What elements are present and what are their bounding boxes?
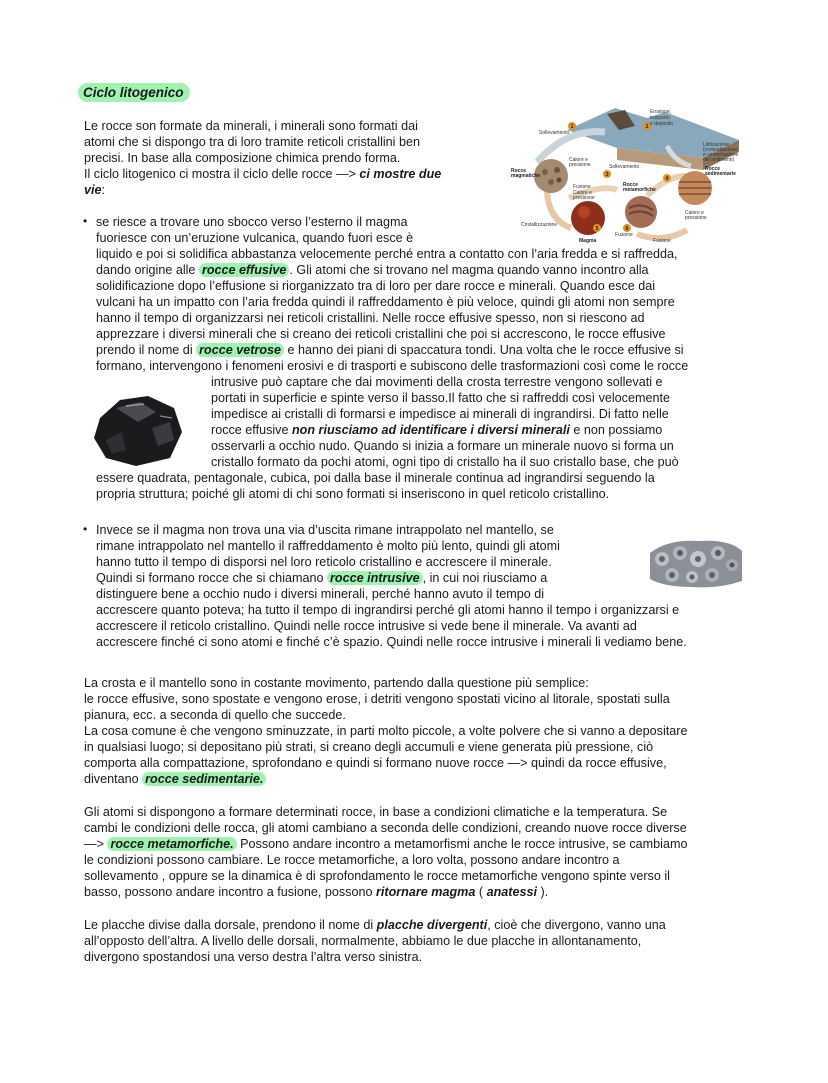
label-erosione: Erosione, xyxy=(650,109,672,115)
highlight-rocce-sedimentarie: rocce sedimentarie. xyxy=(142,772,266,786)
label-magmatiche: magmatiche xyxy=(511,173,541,179)
intro-line-1: Le rocce son formate da minerali, i minerali sono formati dai xyxy=(84,119,418,133)
p5-text: , cioè che divergono, vanno una xyxy=(487,918,666,932)
b1-line-5: solidificazione dopo l’effusione si riorganizzato tra di loro per dare rocce e minerali. Quando esce dai xyxy=(96,279,656,293)
label-litificazione: Litificazione xyxy=(703,142,730,148)
label-cristallizzazione: Cristallizzazione xyxy=(521,222,558,228)
p4-line-2: cambi le condizioni delle rocca, gli atomi cambiano a seconda delle condizioni, creando nuove rocce diverse xyxy=(84,821,687,835)
b2-line-6: accrescere quanto poteva; ha tutto il tempo di ingrandirsi perché gli atomi hanno il tempo i organizzarsi e xyxy=(96,603,680,617)
p5-text: Le placche divise dalla dorsale, prendono il nome di xyxy=(84,918,377,932)
b1-line-12: portati in superficie e spinte verso il basso.Il fatto che si raffreddi così velocemente xyxy=(211,391,670,405)
p3-line-1: La crosta e il mantello sono in costante movimento, partendo dalla questione più semplice: xyxy=(84,676,589,690)
label-pressione-3: pressione xyxy=(685,215,707,221)
granite-rock-image xyxy=(648,537,744,589)
b2-text: , in cui noi riusciamo a xyxy=(422,571,548,585)
highlight-rocce-intrusive: rocce intrusive xyxy=(327,571,423,585)
b2-line-4 xyxy=(96,570,547,586)
label-sedimentarie: sedimentarie xyxy=(705,171,736,177)
b2-text: Quindi si formano rocce che si chiamano xyxy=(96,571,327,585)
obsidian-rock-image xyxy=(86,388,188,472)
b1-line-9 xyxy=(96,342,684,358)
p5-line-3: divergono spostandosi una verso destra l’altra verso sinistra. xyxy=(84,950,423,964)
p4-line-3 xyxy=(84,836,687,852)
bullet-1: • xyxy=(83,214,88,228)
label-cementazione: e cementazione xyxy=(703,152,739,158)
emphasis-anatessi: anatessi xyxy=(486,885,537,899)
label-magma: Magma xyxy=(579,238,597,244)
b1-text: prendo il nome di xyxy=(96,343,197,357)
label-fusione-3: Fusione xyxy=(653,238,671,244)
b1-line-3: liquido e poi si solidifica abbastanza velocemente perché entra a contatto con l’aria fredda e si raffredda, xyxy=(96,247,678,261)
marker-5: 5 xyxy=(595,226,599,232)
b1-text: dando origine alle xyxy=(96,263,199,277)
bullet-2: • xyxy=(83,522,88,536)
b1-line-16: cristallo formato da pochi atomi, ogni tipo di cristallo ha il suo cristallo base, che può xyxy=(211,455,679,469)
b1-line-11: intrusive può captare che dai movimenti della crosta terrestre vengono sollevati e xyxy=(211,375,663,389)
b2-line-3: hanno tutto il tempo di disporsi nel loro reticolo cristallino e accrescere il minerale. xyxy=(96,555,552,569)
intro-line-3: precisi. In base alla composizione chimica prendo forma. xyxy=(84,151,401,165)
b1-line-15: osservarli a occhio nudo. Quando si inizia a formare un minerale nuovo si forma un xyxy=(211,439,674,453)
b1-line-18: propria struttura; poiché gli atomi di chi sono formati si inseriscono in quel reticolo cristallino. xyxy=(96,487,610,501)
p4-text: ( xyxy=(475,885,487,899)
highlight-rocce-metamorfiche: rocce metamorfiche. xyxy=(107,837,236,851)
p4-text: ). xyxy=(536,885,549,899)
rock-cycle-diagram xyxy=(507,104,749,246)
label-trasporto: trasporto xyxy=(650,115,670,121)
b1-line-8: apprezzare i diversi minerali che si creano dei reticoli cristallini che poi si accrescono, le rocce effusive xyxy=(96,327,666,341)
label-rocce-metamorfiche: Rocce xyxy=(623,182,639,188)
p3-line-3: pianura, ecc. a seconda di quello che succede. xyxy=(84,708,346,722)
label-calore-3: Calore e xyxy=(685,210,704,216)
b1-text: e non possiamo xyxy=(569,423,663,437)
arrow-fusione-2 xyxy=(637,230,687,238)
label-fusione-2: Fusione xyxy=(615,232,633,238)
b1-text: rocce effusive xyxy=(211,423,292,437)
b1-line-4 xyxy=(96,262,649,278)
b1-line-14 xyxy=(211,422,662,438)
b1-line-17: essere quadrata, pentagonale, cubica, poi dalla base il minerale continua ad ingrandirsi seguendo la xyxy=(96,471,655,485)
label-metamorfiche: metamorfiche xyxy=(623,187,656,193)
label-sedimenti: dei sedimenti) xyxy=(703,157,735,163)
intro-line-4 xyxy=(84,166,441,182)
b1-line-6: vulcani ha un impatto con l’aria fredda quindi il raffreddamento è più veloce, quindi gli atomi non sempre xyxy=(96,295,675,309)
p4-line-1: Gli atomi si dispongono a formare determinati rocce, in base a condizioni climatiche e la temperatura. Se xyxy=(84,805,668,819)
p5-line-1 xyxy=(84,917,666,933)
label-pressione-2: pressione xyxy=(573,195,595,201)
intro-line-5 xyxy=(84,182,105,198)
p3-line-7 xyxy=(84,771,266,787)
marker-1: 1 xyxy=(570,124,574,130)
emphasis-placche-divergenti: placche divergenti xyxy=(376,918,488,932)
label-rocce-magmatiche: Rocce xyxy=(511,168,527,174)
p4-line-5: sollevamento , oppure se la dinamica è di sprofondamento le rocce metamorfiche vengono spinte verso il xyxy=(84,869,670,883)
marker-3: 3 xyxy=(605,172,609,178)
b1-line-2: fuoriesce con un’eruzione vulcanica, quando fuori esce è xyxy=(96,231,414,245)
b2-line-5: distinguere bene a occhio nudo i diversi minerali, perché hanno avuto il tempo di xyxy=(96,587,545,601)
b1-text: e hanno dei piani di spaccatura tondi. Una volta che le rocce effusive si xyxy=(284,343,684,357)
b1-text: . Gli atomi che si trovano nel magma quando vanno incontro alla xyxy=(289,263,649,277)
emphasis-ritornare-magma: ritornare magma xyxy=(375,885,476,899)
intro-emphasis: ci mostre due xyxy=(359,167,442,181)
label-sollevamento-2: Sollevamento xyxy=(609,164,640,170)
b2-line-1: Invece se il magma non trova una via d’uscita rimane intrappolato nel mantello, se xyxy=(96,523,554,537)
label-calore-2: Calore e xyxy=(573,190,592,196)
b2-line-7: accrescere il reticolo cristallino. Quindi nelle rocce intrusive si vede bene il minerale. Va avanti ad xyxy=(96,619,637,633)
marker-6: 6 xyxy=(625,226,629,232)
label-calore-1: Calore e xyxy=(569,157,588,163)
label-sollevamento-1: Sollevamento xyxy=(539,130,570,136)
label-deposito: e deposito xyxy=(650,121,674,127)
p3-line-5: in qualsiasi luogo; si depositano più strati, si creano degli accumuli e viene generata più pressione, ciò xyxy=(84,740,654,754)
label-compattazione: (compattazione xyxy=(703,147,738,153)
b2-line-2: rimane intrappolato nel mantello il raffreddamento è molto più lento, quindi gli atomi xyxy=(96,539,560,553)
label-pressione-1: pressione xyxy=(569,162,591,168)
marker-2: 2 xyxy=(645,124,649,130)
highlight-rocce-effusive: rocce effusive xyxy=(199,263,289,277)
marker-4: 4 xyxy=(665,176,669,182)
b1-line-1: se riesce a trovare uno sbocco verso l’esterno il magma xyxy=(96,215,408,229)
p3-line-2: le rocce effusive, sono spostate e vengono erose, i detriti vengono spostati vicino al litorale, spostati sulla xyxy=(84,692,670,706)
p3-line-6: comporta alla compattazione, sprofondano e quindi si formano nuove rocce —> quindi da rocce effusive, xyxy=(84,756,667,770)
p4-arrow: —> xyxy=(84,837,108,851)
p4-line-6 xyxy=(84,884,548,900)
intro-colon: : xyxy=(101,183,106,197)
p3-text: diventano xyxy=(84,772,143,786)
b1-line-7: hanno il tempo di organizzarsi nei reticoli cristallini. Nelle rocce effusive spesso, non si riescono ad xyxy=(96,311,645,325)
b1-line-10: formano, intervengono i fenomeni erosivi e di trasporti e subiscono delle trasformazioni così come le rocce xyxy=(96,359,689,373)
p5-line-2: all’opposto dell’altra. A livello delle dorsali, normalmente, abbiamo le due placche in allontanamento, xyxy=(84,934,642,948)
p4-text: Possono andare incontro a metamorfismi anche le rocce intrusive, se cambiamo xyxy=(236,837,688,851)
intro-line-2: atomi che si dispongo tra di loro tramite reticoli cristallini ben xyxy=(84,135,420,149)
intro-text: Il ciclo litogenico ci mostra il ciclo delle rocce —> xyxy=(84,167,360,181)
label-fusione-1: Fusione xyxy=(573,184,591,190)
p3-line-4: La cosa comune è che vengono sminuzzate, in parti molto piccole, a volte polvere che si vanno a depositare xyxy=(84,724,688,738)
b2-line-8: accrescere finché ci sono atomi e finché c’è spazio. Quindi nelle rocce intrusive i minerali li vediamo bene. xyxy=(96,635,687,649)
page-title: Ciclo litogenico xyxy=(78,83,190,102)
p4-text: basso, possono andare incontro a fusione, possono xyxy=(84,885,376,899)
b1-line-13: impedisce ai cristalli di formarsi e impedisce ai minerali di ingrandirsi. Di fatto nelle xyxy=(211,407,669,421)
p4-line-4: le condizioni possono cambiare. Le rocce metamorfiche, a loro volta, possono andare incontro a xyxy=(84,853,620,867)
emphasis-minerali: non riusciamo ad identificare i diversi minerali xyxy=(291,423,570,437)
intro-emphasis-2: vie xyxy=(84,183,102,197)
label-rocce-sedimentarie: Rocce xyxy=(705,166,721,172)
highlight-rocce-vetrose: rocce vetrose xyxy=(196,343,284,357)
